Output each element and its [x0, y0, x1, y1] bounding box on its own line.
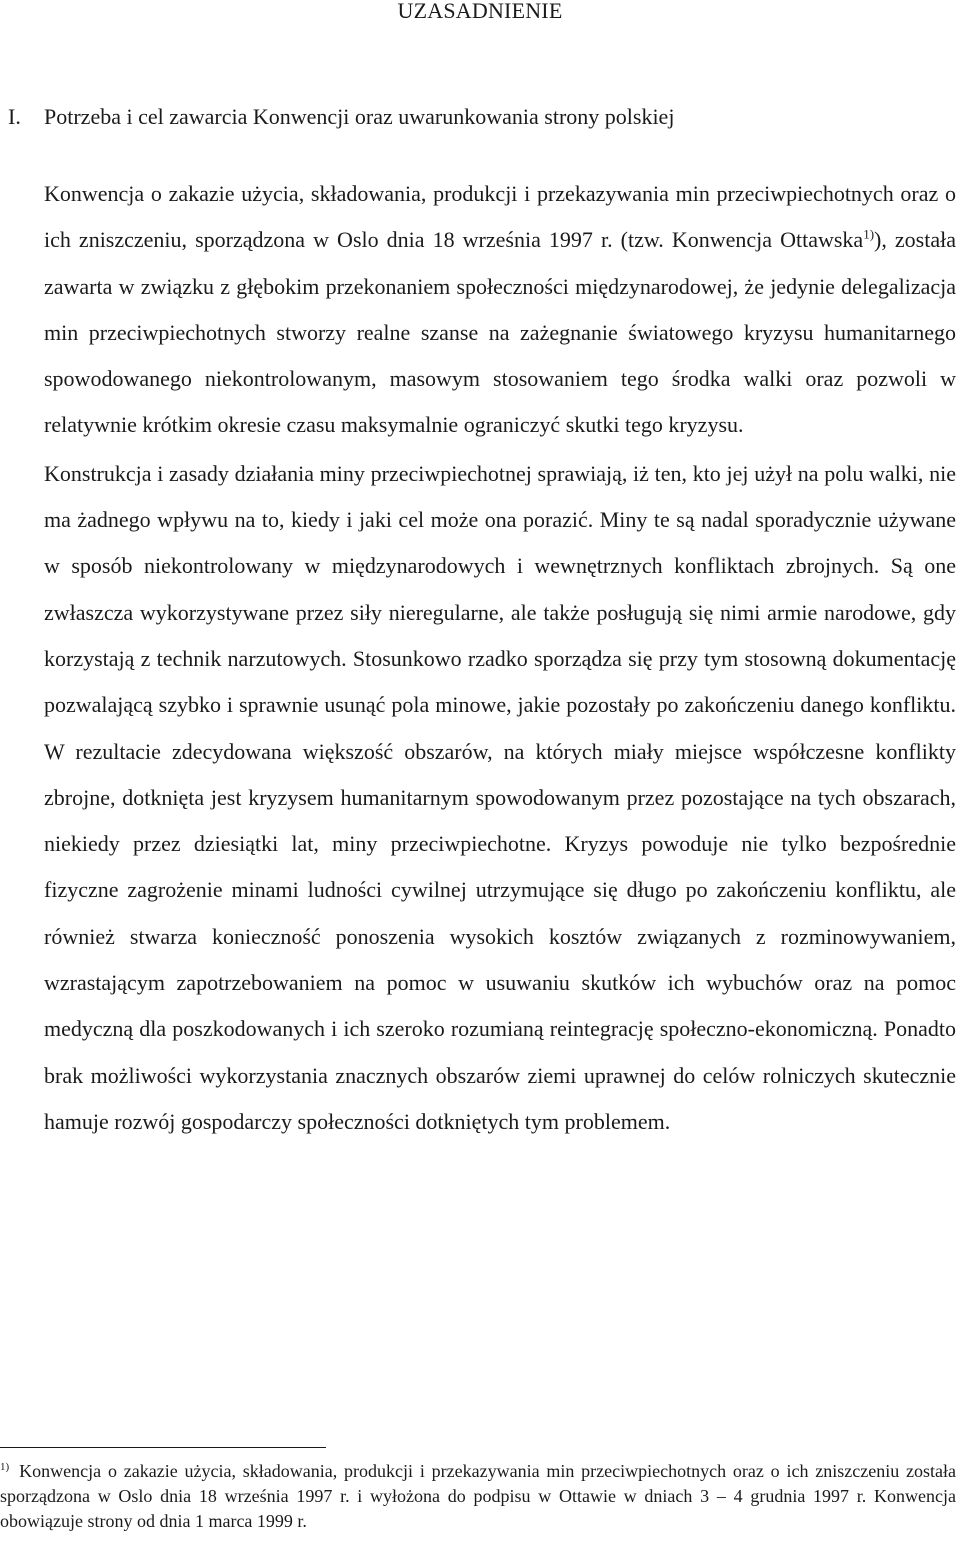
section-heading-text: Potrzeba i cel zawarcia Konwencji oraz uwarunkowania strony polskiej	[44, 104, 675, 129]
footnote	[0, 1459, 956, 1534]
section-heading	[8, 102, 938, 132]
footnote-reference[interactable]: 1)	[863, 226, 875, 242]
paragraph-2: Konstrukcja i zasady działania miny przeciwpiechotnej sprawiają, iż ten, kto jej użył na polu walki, nie ma żadnego wpływu na to, kiedy i jaki cel może ona porazić. Miny te są nadal sporadycznie używane w sposób niekontrolowany w międzynarodowych i wewnętrznych konfliktach zbrojnych. Są one zwłaszcza wykorzystywane przez siły nieregularne, ale także posługują się nimi armie narodowe, gdy korzystają z technik narzutowych. Stosunkowo rzadko sporządza się przy tym stosowną dokumentację pozwalającą szybko i sprawnie usunąć pola minowe, jakie pozostały po zakończeniu danego konfliktu. W rezultacie zdecydowana większość obszarów, na których miały miejsce współczesne konflikty zbrojne, dotknięta jest kryzysem humanitarnym spowodowanym przez pozostające na tych obszarach, niekiedy przez dziesiątki lat, miny przeciwpiechotne. Kryzys powoduje nie tylko bezpośrednie fizyczne zagrożenie minami ludności cywilnej utrzymujące się długo po zakończeniu konfliktu, ale również stwarza konieczność ponoszenia wysokich kosztów związanych z rozminowywaniem, wzrastającym zapotrzebowaniem na pomoc w usuwaniu skutków ich wybuchów oraz na pomoc medyczną dla poszkodowanych i ich szeroko rozumianą reintegrację społeczno-ekonomiczną. Ponadto brak możliwości wykorzystania znacznych obszarów ziemi uprawnej do celów rolniczych skutecznie hamuje rozwój gospodarczy społeczności dotkniętych tym problemem.	[44, 460, 956, 1134]
paragraph-1-text-start: Konwencja o zakazie użycia, składowania, produkcji i przekazywania min przeciwpiechotnych oraz o ich zniszczeniu, sporządzona w Oslo dnia 18 września 1997 r. (tzw. Konwencja Ottawska	[44, 181, 956, 253]
body-text	[44, 171, 956, 1145]
footnote-text: Konwencja o zakazie użycia, składowania, produkcji i przekazywania min przeciwpiechotnych oraz o ich zniszczeniu została sporządzona w Oslo dnia 18 września 1997 r. i wyłożona do podpisu w Ottawie w dniach 3 – 4 grudnia 1997 r. Konwencja obowiązuje strony od dnia 1 marca 1999 r.	[0, 1461, 956, 1531]
page-title: UZASADNIENIE	[397, 0, 563, 23]
section-number: I.	[8, 104, 21, 129]
paragraph-1	[44, 171, 956, 449]
paragraph-1-text-end: ), została zawarta w związku z głębokim przekonaniem społeczności międzynarodowej, że jedynie delegalizacja min przeciwpiechotnych stworzy realne szanse na zażegnanie światowego kryzysu humanitarnego spowodowanego niekontrolowanym, masowym stosowaniem tego środka walki oraz pozwoli w relatywnie krótkim okresie czasu maksymalnie ograniczyć skutki tego kryzysu.	[44, 227, 956, 438]
footnote-marker: 1)	[0, 1461, 10, 1473]
footnote-separator	[0, 1447, 326, 1448]
